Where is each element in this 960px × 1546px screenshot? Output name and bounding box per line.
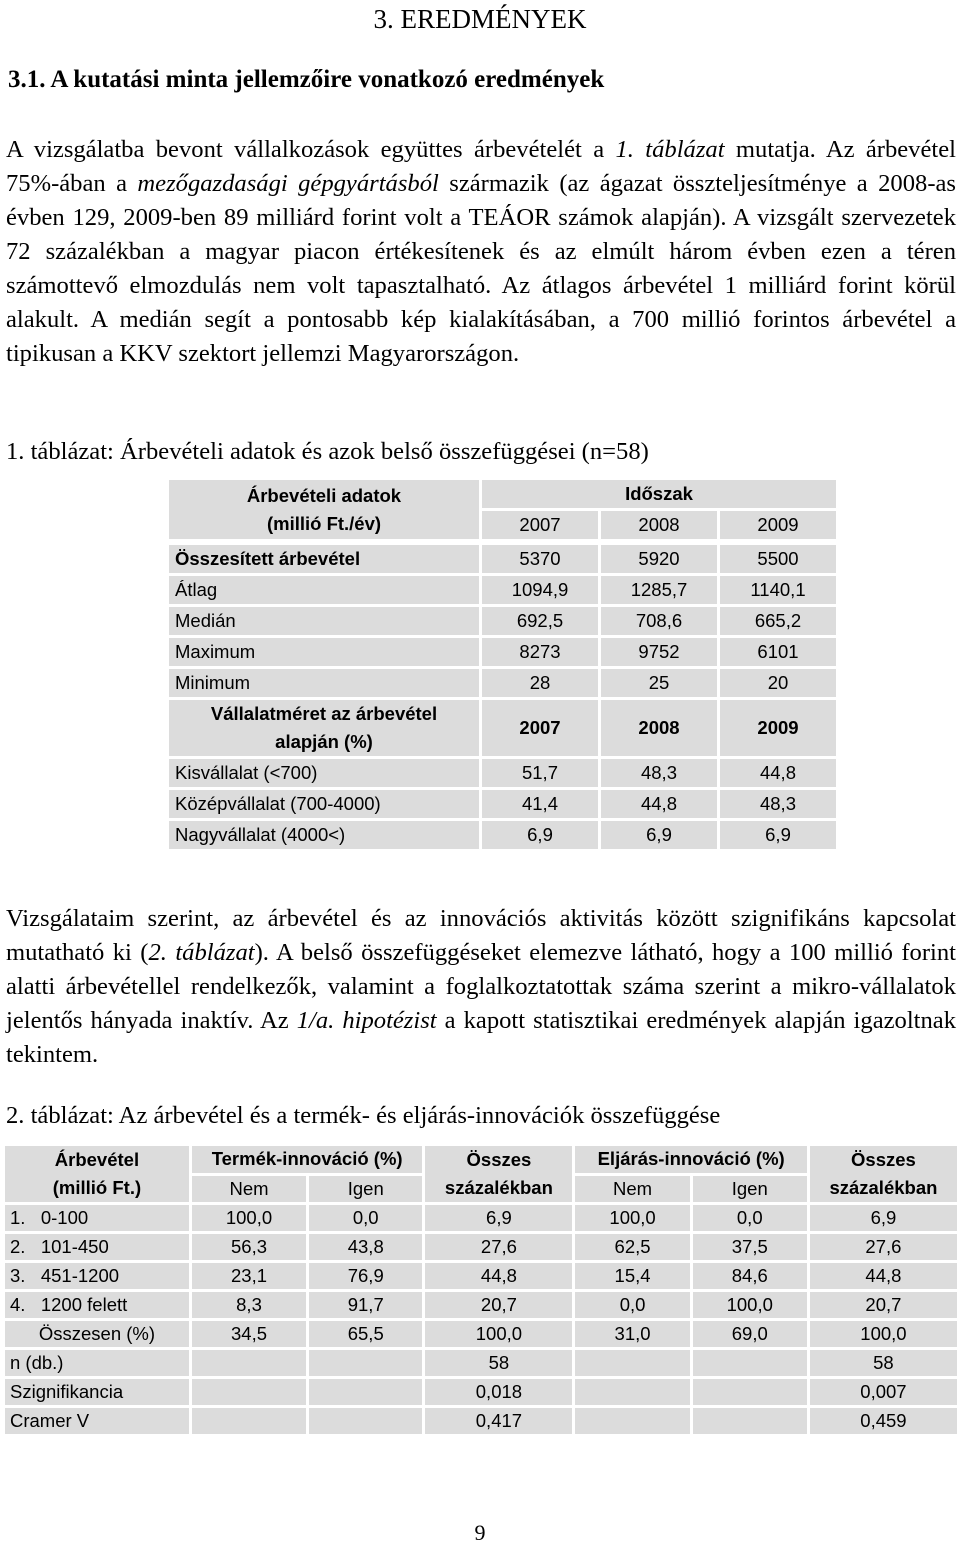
table-row: 3. 451-1200 23,1 76,9 44,8 15,4 84,6 44,8 [5, 1263, 957, 1289]
table1-year: 2009 [720, 511, 836, 539]
table-row: Nagyvállalat (4000<) 6,9 6,9 6,9 [169, 821, 836, 849]
table-reference: 2. táblázat [148, 939, 255, 966]
table-row: 4. 1200 felett 8,3 91,7 20,7 0,0 100,0 20,7 [5, 1292, 957, 1318]
table-row: Összesen (%) 34,5 65,5 100,0 31,0 69,0 100,0 [5, 1321, 957, 1347]
table-row: Szignifikancia 0,018 0,007 [5, 1379, 957, 1405]
table2-header-product: Termék-innováció (%) [192, 1146, 422, 1173]
table-row: Medián 692,5 708,6 665,2 [169, 607, 836, 635]
table-row: Összesített árbevétel 5370 5920 5500 [169, 545, 836, 573]
table-row: 2. 101-450 56,3 43,8 27,6 62,5 37,5 27,6 [5, 1234, 957, 1260]
section-title: 3.1. A kutatási minta jellemzőire vonatkozó eredmények [8, 66, 605, 93]
table-row: Középvállalat (700-4000) 41,4 44,8 48,3 [169, 790, 836, 818]
paragraph-findings: Vizsgálataim szerint, az árbevétel és az innovációs aktivitás között szignifikáns kapcsolat mutatható ki (2. táblázat). A belső összefüggéseket elemezve látható, hogy a 100 millió forint alatti árbevétellel rendelkezők, valamint a foglalkoztatottak száma szerint a mikro-vállalatok jelentős hányada inaktív. Az 1/a. hipotézist a kapott statisztikai eredmények alapján igazoltnak tekintem. [6, 905, 957, 1068]
table-row: Minimum 28 25 20 [169, 669, 836, 697]
revenue-table: Árbevételi adatok (millió Ft./év) Időszak 2007 2008 2009 Összesített árbevétel 5370 5920 5500 Átlag 1094,9 1285,7 1140,1 Medián 692,5 708,6 665,2 Maximum 8273 9752 6101 Minimum 28 25 20 Vállalatméret az árbevétel alapján (%) 2007 2008 2009 Kisvállalat (<700) 51,7 48,3 44,8 Középvállalat (700-4000) 41,4 44,8 48,3 Nagyvállalat (4000<) 6,9 6,9 6,9 [166, 477, 839, 852]
table1-header-label: Árbevételi adatok (millió Ft./év) [169, 480, 479, 539]
hypothesis-reference: 1/a. hipotézist [296, 1007, 437, 1034]
table1-size-header: Vállalatméret az árbevétel alapján (%) [169, 700, 479, 756]
table-row: Kisvállalat (<700) 51,7 48,3 44,8 [169, 759, 836, 787]
table-reference: 1. táblázat [615, 136, 725, 163]
table1-caption: 1. táblázat: Árbevételi adatok és azok belső összefüggései (n=58) [6, 438, 649, 465]
paragraph-intro: A vizsgálatba bevont vállalkozások együttes árbevételét a 1. táblázat mutatja. Az árbevétel 75%-ában a mezőgazdasági gépgyártásból származik (az ágazat összteljesítménye a 2008-as évben 129, 2009-ben 89 milliárd forint volt a TEÁOR számok alapján). A vizsgált szervezetek 72 százalékban a magyar piacon értékesítenek és az elmúlt három évben ezen a téren számottevő elmozdulás nem volt tapasztalható. Az átlagos árbevétel 1 milliárd forint körül alakult. A medián segít a pontosabb kép kialakításában, a 700 millió forintos árbevétel a tipikusan a KKV szektort jellemzi Magyarországon. [6, 136, 956, 367]
table2-header-total: Összes százalékban [425, 1146, 572, 1202]
table2-header-label: Árbevétel (millió Ft.) [5, 1146, 189, 1202]
table-row: Cramer V 0,417 0,459 [5, 1408, 957, 1434]
table1-year: 2007 [482, 511, 598, 539]
table2-header-total: Összes százalékban [810, 1146, 957, 1202]
table1-header-period: Időszak [482, 480, 836, 508]
table2-caption: 2. táblázat: Az árbevétel és a termék- és eljárás-innovációk összefüggése [6, 1102, 721, 1129]
innovation-table: Árbevétel (millió Ft.) Termék-innováció (%) Összes százalékban Eljárás-innováció (%) Összes százalékban Nem Igen Nem Igen 1. 0-100 100,0 0,0 6,9 100,0 0,0 6,9 2. 101-450 56,3 43,8 27,6 62,5 37,5 27,6 3. 451-1200 23,1 76,9 44,8 15,4 84,6 44,8 4. 1200 felett 8,3 91,7 20,7 0,0 100,0 20,7 Összesen (%) 34,5 65,5 100,0 31,0 69,0 100,0 n (db.) 58 58 Szignifikancia 0,018 0,007 Cramer V 0,417 0,459 [2, 1143, 960, 1437]
table-row: Átlag 1094,9 1285,7 1140,1 [169, 576, 836, 604]
table1-year: 2008 [601, 511, 717, 539]
table-row: Maximum 8273 9752 6101 [169, 638, 836, 666]
table-row: n (db.) 58 58 [5, 1350, 957, 1376]
table2-header-process: Eljárás-innováció (%) [575, 1146, 806, 1173]
page-number: 9 [474, 1520, 486, 1545]
table-row: 1. 0-100 100,0 0,0 6,9 100,0 0,0 6,9 [5, 1205, 957, 1231]
chapter-title: 3. EREDMÉNYEK [373, 4, 587, 34]
